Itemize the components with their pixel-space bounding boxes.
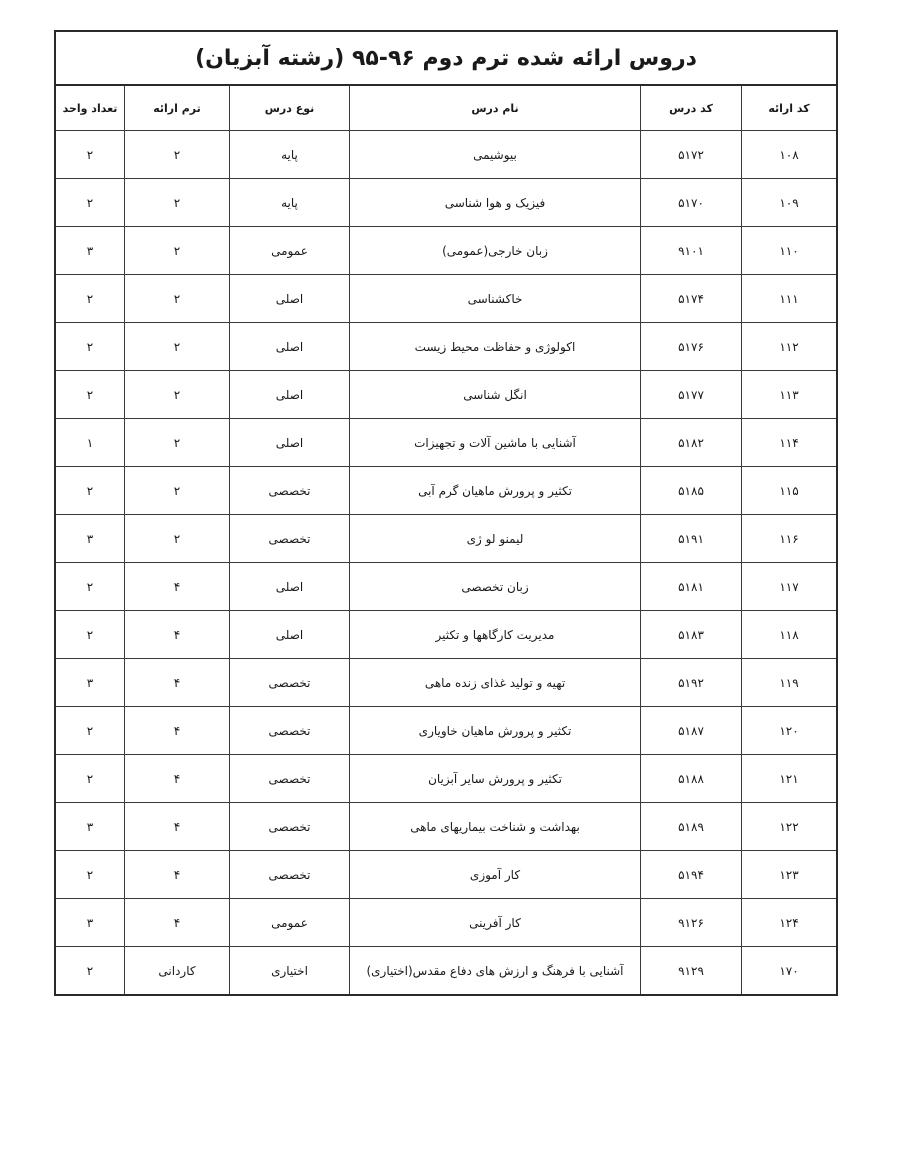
course-name-cell: مدیریت کارگاهها و تکثیر <box>350 611 641 659</box>
offer-code-cell: ۱۱۲ <box>742 323 837 371</box>
course-type-cell: اصلی <box>230 323 350 371</box>
course-code-cell: ۵۱۸۵ <box>641 467 742 515</box>
units-cell: ۳ <box>56 659 125 707</box>
course-name-cell: بیوشیمی <box>350 131 641 179</box>
units-cell: ۱ <box>56 419 125 467</box>
courses-table <box>56 86 836 994</box>
term-cell: ۴ <box>125 803 230 851</box>
course-code-cell: ۵۱۸۸ <box>641 755 742 803</box>
header-units: تعداد واحد <box>56 86 125 131</box>
table-row <box>56 467 836 515</box>
course-type-cell: اصلی <box>230 611 350 659</box>
table-row <box>56 755 836 803</box>
term-cell: ۲ <box>125 515 230 563</box>
course-code-cell: ۵۱۹۴ <box>641 851 742 899</box>
term-cell: ۲ <box>125 131 230 179</box>
offer-code-cell: ۱۰۸ <box>742 131 837 179</box>
offer-code-cell: ۱۷۰ <box>742 947 837 995</box>
course-name-cell: کار آموزی <box>350 851 641 899</box>
header-course-code: کد درس <box>641 86 742 131</box>
term-cell: ۲ <box>125 179 230 227</box>
term-cell: ۲ <box>125 419 230 467</box>
header-offer-code: کد ارائه <box>742 86 837 131</box>
units-cell: ۲ <box>56 467 125 515</box>
units-cell: ۳ <box>56 515 125 563</box>
course-code-cell: ۵۱۹۲ <box>641 659 742 707</box>
course-code-cell: ۵۱۸۳ <box>641 611 742 659</box>
table-row <box>56 419 836 467</box>
course-code-cell: ۵۱۷۷ <box>641 371 742 419</box>
offer-code-cell: ۱۱۴ <box>742 419 837 467</box>
units-cell: ۳ <box>56 803 125 851</box>
term-cell: ۴ <box>125 707 230 755</box>
header-course-type: نوع درس <box>230 86 350 131</box>
units-cell: ۲ <box>56 707 125 755</box>
offer-code-cell: ۱۱۸ <box>742 611 837 659</box>
table-row <box>56 515 836 563</box>
course-type-cell: تخصصی <box>230 467 350 515</box>
course-code-cell: ۹۱۲۹ <box>641 947 742 995</box>
course-name-cell: آشنایی با ماشین آلات و تجهیزات <box>350 419 641 467</box>
term-cell: ۲ <box>125 275 230 323</box>
offer-code-cell: ۱۲۴ <box>742 899 837 947</box>
units-cell: ۲ <box>56 947 125 995</box>
units-cell: ۲ <box>56 563 125 611</box>
table-row <box>56 323 836 371</box>
offer-code-cell: ۱۲۱ <box>742 755 837 803</box>
table-row <box>56 371 836 419</box>
table-row <box>56 659 836 707</box>
course-type-cell: تخصصی <box>230 707 350 755</box>
units-cell: ۲ <box>56 371 125 419</box>
course-offering-sheet <box>54 30 838 996</box>
units-cell: ۳ <box>56 227 125 275</box>
units-cell: ۲ <box>56 323 125 371</box>
course-name-cell: تکثیر و پرورش ماهیان گرم آبی <box>350 467 641 515</box>
offer-code-cell: ۱۱۹ <box>742 659 837 707</box>
table-row <box>56 563 836 611</box>
offer-code-cell: ۱۲۰ <box>742 707 837 755</box>
course-type-cell: اصلی <box>230 419 350 467</box>
term-cell: ۴ <box>125 611 230 659</box>
table-row <box>56 275 836 323</box>
offer-code-cell: ۱۱۰ <box>742 227 837 275</box>
table-row <box>56 131 836 179</box>
course-name-cell: انگل شناسی <box>350 371 641 419</box>
term-cell: ۲ <box>125 371 230 419</box>
offer-code-cell: ۱۰۹ <box>742 179 837 227</box>
units-cell: ۲ <box>56 275 125 323</box>
term-cell: ۴ <box>125 899 230 947</box>
course-code-cell: ۹۱۰۱ <box>641 227 742 275</box>
course-type-cell: عمومی <box>230 227 350 275</box>
term-cell: کاردانی <box>125 947 230 995</box>
table-row <box>56 851 836 899</box>
course-name-cell: فیزیک و هوا شناسی <box>350 179 641 227</box>
courses-table-body <box>56 131 836 995</box>
table-row <box>56 179 836 227</box>
table-row <box>56 803 836 851</box>
course-code-cell: ۵۱۷۶ <box>641 323 742 371</box>
course-type-cell: عمومی <box>230 899 350 947</box>
term-cell: ۲ <box>125 227 230 275</box>
header-course-name: نام درس <box>350 86 641 131</box>
course-code-cell: ۵۱۸۱ <box>641 563 742 611</box>
course-code-cell: ۵۱۸۹ <box>641 803 742 851</box>
offer-code-cell: ۱۱۷ <box>742 563 837 611</box>
course-type-cell: اصلی <box>230 563 350 611</box>
term-cell: ۲ <box>125 467 230 515</box>
course-name-cell: بهداشت و شناخت بیماریهای ماهی <box>350 803 641 851</box>
course-name-cell: تکثیر و پرورش سایر آبزیان <box>350 755 641 803</box>
offer-code-cell: ۱۱۶ <box>742 515 837 563</box>
course-type-cell: اصلی <box>230 371 350 419</box>
header-term: ترم ارائه <box>125 86 230 131</box>
course-name-cell: کار آفرینی <box>350 899 641 947</box>
course-name-cell: آشنایی با فرهنگ و ارزش های دفاع مقدس(اختیاری) <box>350 947 641 995</box>
course-type-cell: پایه <box>230 131 350 179</box>
term-cell: ۲ <box>125 323 230 371</box>
course-type-cell: تخصصی <box>230 851 350 899</box>
term-cell: ۴ <box>125 851 230 899</box>
course-name-cell: زبان خارجی(عمومی) <box>350 227 641 275</box>
course-code-cell: ۹۱۲۶ <box>641 899 742 947</box>
table-row <box>56 227 836 275</box>
course-type-cell: پایه <box>230 179 350 227</box>
course-code-cell: ۵۱۷۴ <box>641 275 742 323</box>
course-type-cell: تخصصی <box>230 803 350 851</box>
course-name-cell: تکثیر و پرورش ماهیان خاویاری <box>350 707 641 755</box>
course-type-cell: اختیاری <box>230 947 350 995</box>
offer-code-cell: ۱۲۲ <box>742 803 837 851</box>
table-header-row <box>56 86 836 131</box>
units-cell: ۲ <box>56 131 125 179</box>
course-type-cell: اصلی <box>230 275 350 323</box>
units-cell: ۲ <box>56 755 125 803</box>
page-title: دروس ارائه شده ترم دوم ۹۶-۹۵ (رشته آبزیان) <box>56 32 836 86</box>
offer-code-cell: ۱۱۱ <box>742 275 837 323</box>
course-code-cell: ۵۱۷۲ <box>641 131 742 179</box>
offer-code-cell: ۱۱۵ <box>742 467 837 515</box>
term-cell: ۴ <box>125 563 230 611</box>
offer-code-cell: ۱۲۳ <box>742 851 837 899</box>
course-name-cell: خاکشناسی <box>350 275 641 323</box>
offer-code-cell: ۱۱۳ <box>742 371 837 419</box>
course-name-cell: لیمنو لو ژی <box>350 515 641 563</box>
course-name-cell: تهیه و تولید غذای زنده ماهی <box>350 659 641 707</box>
units-cell: ۲ <box>56 611 125 659</box>
table-row <box>56 899 836 947</box>
course-name-cell: زبان تخصصی <box>350 563 641 611</box>
course-code-cell: ۵۱۷۰ <box>641 179 742 227</box>
course-type-cell: تخصصی <box>230 659 350 707</box>
course-code-cell: ۵۱۹۱ <box>641 515 742 563</box>
table-row <box>56 947 836 995</box>
units-cell: ۳ <box>56 899 125 947</box>
term-cell: ۴ <box>125 755 230 803</box>
table-row <box>56 707 836 755</box>
course-code-cell: ۵۱۸۷ <box>641 707 742 755</box>
term-cell: ۴ <box>125 659 230 707</box>
course-name-cell: اکولوژی و حفاظت محیط زیست <box>350 323 641 371</box>
course-type-cell: تخصصی <box>230 755 350 803</box>
units-cell: ۲ <box>56 179 125 227</box>
course-code-cell: ۵۱۸۲ <box>641 419 742 467</box>
table-row <box>56 611 836 659</box>
units-cell: ۲ <box>56 851 125 899</box>
course-type-cell: تخصصی <box>230 515 350 563</box>
